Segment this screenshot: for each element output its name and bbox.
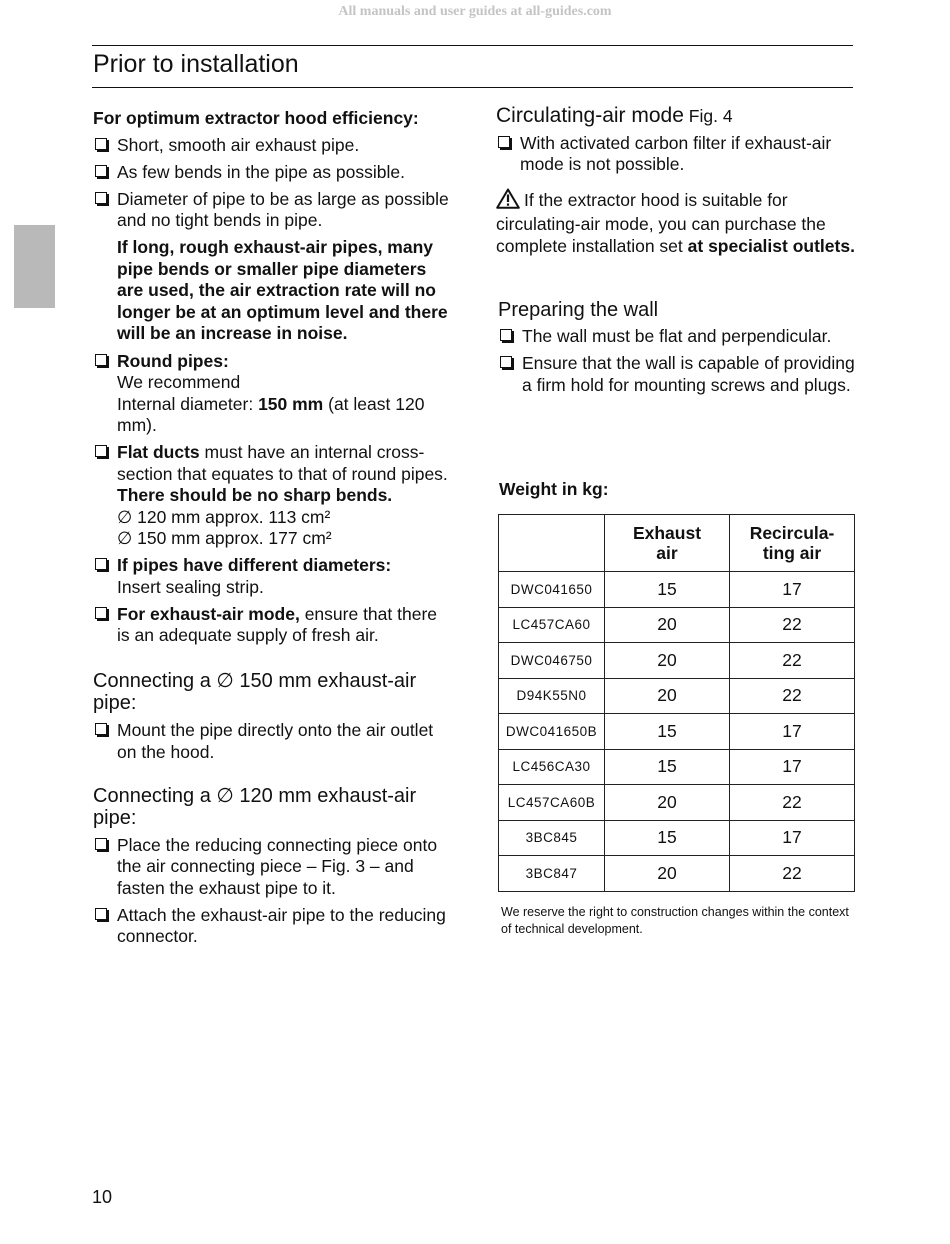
table-row <box>499 607 855 643</box>
circulating-note-bold: at specialist outlets. <box>687 235 855 256</box>
exhaust-cell: 20 <box>605 643 730 679</box>
diff-diameters-label: If pipes have different diameters: <box>117 555 392 575</box>
construction-footnote: We reserve the right to construction changes within the context of technical development. <box>501 905 849 936</box>
table-row <box>499 572 855 608</box>
flat-ducts-150: ∅ 150 mm approx. 177 cm² <box>117 528 332 548</box>
efficiency-list <box>93 135 453 232</box>
model-cell: DWC046750 <box>499 643 605 679</box>
exhaust-cell: 15 <box>605 572 730 608</box>
model-cell: DWC041650B <box>499 714 605 750</box>
exhaust-cell: 20 <box>605 856 730 892</box>
model-cell: LC457CA60B <box>499 785 605 821</box>
list-item: Short, smooth air exhaust pipe. <box>93 135 453 157</box>
exhaust-mode-label: For exhaust-air mode, <box>117 603 300 624</box>
diff-diameters-text: Insert sealing strip. <box>117 576 264 597</box>
circulating-note-text: If the extractor hood is suitable for circulating-air mode, you can purchase the complete installation set <box>496 189 826 256</box>
round-pipes-label: Round pipes: <box>117 350 229 371</box>
model-cell: LC456CA30 <box>499 749 605 785</box>
header-exhaust: Exhaust air <box>605 515 730 572</box>
left-column <box>93 108 453 953</box>
model-cell: DWC041650 <box>499 572 605 608</box>
diam-prefix: Internal diameter: <box>117 393 254 414</box>
right-column <box>496 105 856 402</box>
list-item: Place the reducing connecting piece onto the air connecting piece – Fig. 3 – and fasten the exhaust pipe to it. <box>93 835 453 900</box>
table-row <box>499 820 855 856</box>
table-row <box>499 785 855 821</box>
table-row <box>499 678 855 714</box>
exhaust-cell: 15 <box>605 749 730 785</box>
circulating-heading <box>496 105 856 128</box>
flat-ducts-text: must have an internal cross-section that equates to that of round pipes. <box>117 442 448 484</box>
recirc-cell: 17 <box>730 714 855 750</box>
exhaust-cell: 15 <box>605 714 730 750</box>
exhaust-cell: 15 <box>605 820 730 856</box>
table-row <box>499 643 855 679</box>
flat-ducts-120: ∅ 120 mm approx. 113 cm² <box>117 506 331 527</box>
flat-ducts-bold: There should be no sharp bends. <box>117 485 393 505</box>
model-cell: 3BC847 <box>499 856 605 892</box>
recirc-cell: 17 <box>730 749 855 785</box>
recirc-cell: 22 <box>730 643 855 679</box>
list-item: Attach the exhaust-air pipe to the reducing connector. <box>93 905 453 948</box>
flat-ducts-item <box>93 442 453 550</box>
circulating-note <box>496 188 856 258</box>
side-tab-marker <box>14 225 55 308</box>
connect-120-heading: Connecting a ∅ 120 mm exhaust-air pipe: <box>93 784 417 829</box>
header-recirc: Recircula-ting air <box>730 515 855 572</box>
recirc-cell: 22 <box>730 785 855 821</box>
top-rule <box>92 45 853 46</box>
watermark: All manuals and user guides at all-guides.com <box>338 4 612 19</box>
wall-list <box>498 326 856 396</box>
flat-ducts-label: Flat ducts <box>117 442 200 462</box>
exhaust-mode-text: ensure that there is an adequate supply of fresh air. <box>117 603 438 645</box>
pipe-list <box>93 351 453 647</box>
connect-150-list <box>93 720 453 763</box>
warning-icon <box>496 188 520 215</box>
exhaust-cell: 20 <box>605 785 730 821</box>
table-header-row <box>499 515 855 572</box>
connect-120-list <box>93 835 453 948</box>
table-row <box>499 856 855 892</box>
title-rule <box>92 87 853 88</box>
recirc-cell: 17 <box>730 820 855 856</box>
header-cell-blank <box>499 515 605 572</box>
warning-note: If long, rough exhaust-air pipes, many pipe bends or smaller pipe diameters are used, the air extraction rate will no longer be at an optimum level and there will be an increase in noise. <box>117 237 448 343</box>
diam-suffix: (at least 120 mm). <box>117 393 425 435</box>
page-number: 10 <box>92 1187 113 1207</box>
exhaust-cell: 20 <box>605 607 730 643</box>
list-item: Diameter of pipe to be as large as possible and no tight bends in pipe. <box>93 189 453 232</box>
model-cell: LC457CA60 <box>499 607 605 643</box>
weight-heading: Weight in kg: <box>499 479 609 499</box>
exhaust-mode-item <box>93 604 453 647</box>
list-item: Ensure that the wall is capable of providing a firm hold for mounting screws and plugs. <box>498 353 856 396</box>
list-item: The wall must be flat and perpendicular. <box>498 326 856 348</box>
recirc-cell: 22 <box>730 678 855 714</box>
list-item: With activated carbon filter if exhaust-air mode is not possible. <box>496 133 856 176</box>
diam-value: 150 mm <box>258 393 324 414</box>
model-cell: D94K55N0 <box>499 678 605 714</box>
circulating-list <box>496 133 856 176</box>
circulating-fig: Fig. 4 <box>688 106 733 126</box>
wall-heading: Preparing the wall <box>498 299 659 321</box>
connect-150-heading: Connecting a ∅ 150 mm exhaust-air pipe: <box>93 670 417 714</box>
page-title: Prior to installation <box>93 50 299 78</box>
circulating-title: Circulating-air mode <box>496 104 684 127</box>
recirc-cell: 17 <box>730 572 855 608</box>
efficiency-heading: For optimum extractor hood efficiency: <box>93 108 419 128</box>
recirc-cell: 22 <box>730 607 855 643</box>
exhaust-cell: 20 <box>605 678 730 714</box>
round-pipes-line1: We recommend <box>117 372 241 392</box>
list-item: As few bends in the pipe as possible. <box>93 162 453 184</box>
recirc-cell: 22 <box>730 856 855 892</box>
weight-table <box>498 514 855 892</box>
table-row <box>499 714 855 750</box>
table-row <box>499 749 855 785</box>
list-item: Mount the pipe directly onto the air outlet on the hood. <box>93 720 453 763</box>
diff-diameters-item <box>93 555 453 598</box>
round-pipes-item <box>93 351 453 437</box>
model-cell: 3BC845 <box>499 820 605 856</box>
